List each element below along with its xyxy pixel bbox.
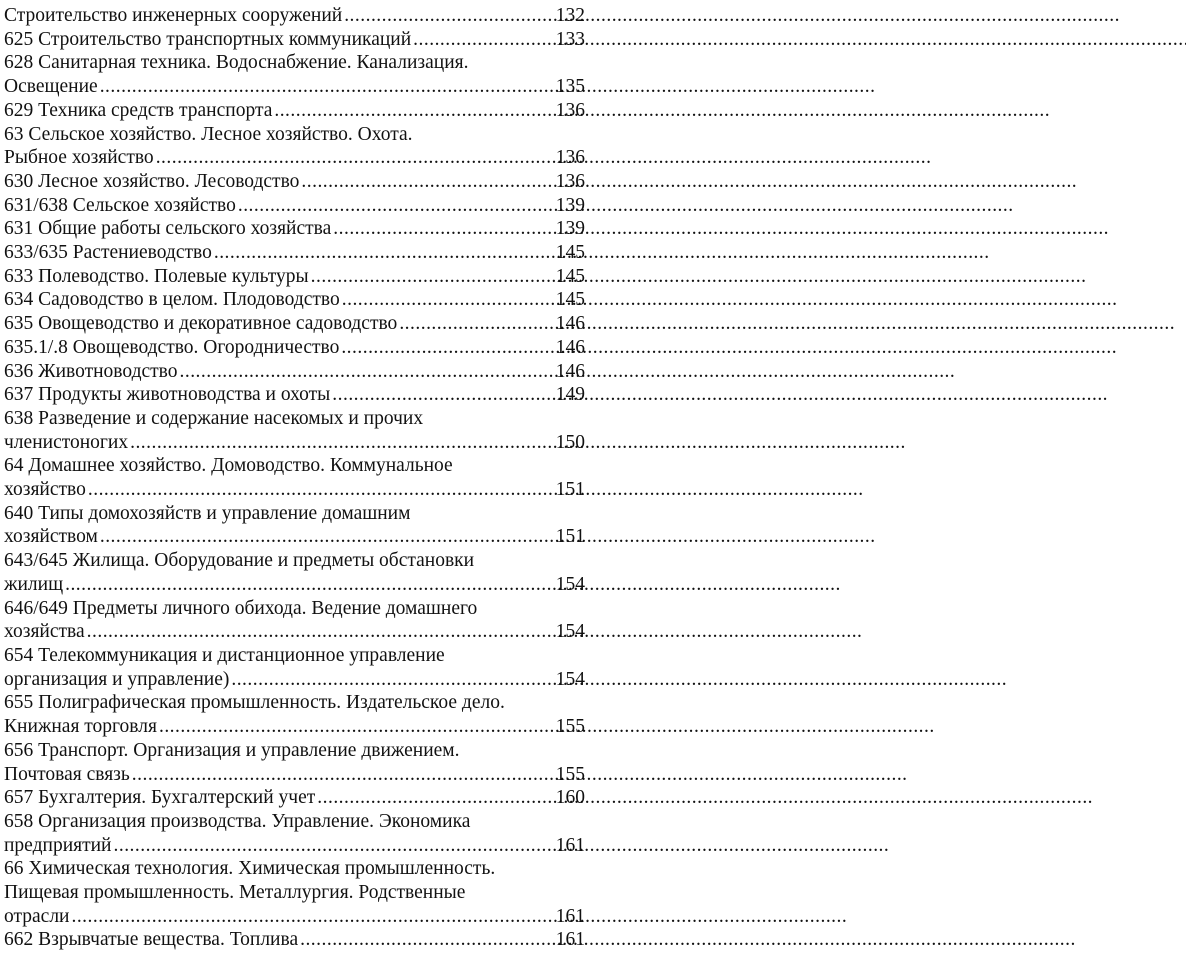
toc-entry-line (4, 454, 585, 478)
toc-entry-title: 635.1/.8 Овощеводство. Огородничество (4, 336, 340, 358)
toc-entry-last-line (4, 928, 585, 952)
toc-entry (4, 739, 585, 786)
toc-entry-last-line (4, 431, 585, 455)
toc-entry (4, 810, 585, 857)
toc-entry-last-line (4, 383, 585, 407)
toc-entry-title: 634 Садоводство в целом. Плодоводство (4, 289, 340, 311)
toc-entry-title: 631/638 Сельское хозяйство (4, 194, 236, 216)
toc-entry-title: 662 Взрывчатые вещества. Топлива (4, 929, 299, 951)
toc-entry-line (4, 549, 585, 573)
toc-page-number: 154 (555, 668, 585, 690)
toc-entry (4, 407, 585, 454)
toc-page-number: 154 (555, 621, 585, 643)
toc-entry-line (4, 881, 585, 905)
toc-entry-line (4, 644, 585, 668)
toc-entry-last-line (4, 241, 585, 265)
toc-entry-last-line (4, 763, 585, 787)
toc-entry (4, 597, 585, 644)
toc-page-number: 161 (555, 905, 585, 927)
toc-entry-last-line (4, 478, 585, 502)
toc-entry-last-line (4, 620, 585, 644)
toc-entry-last-line (4, 905, 585, 929)
toc-entry-title: отрасли (4, 905, 70, 927)
toc-entry-last-line (4, 146, 585, 170)
toc-page-number: 145 (555, 265, 585, 287)
dot-leader (300, 928, 554, 952)
toc-entry-line (4, 502, 585, 526)
dot-leader (132, 763, 554, 787)
toc-entry-title: организация и управление) (4, 668, 230, 690)
toc-entry-title: 646/649 Предметы личного обихода. Ведение домашнего (4, 597, 478, 619)
toc-entry-title: жилищ (4, 573, 64, 595)
toc-entry (4, 928, 585, 952)
toc-entry-last-line (4, 573, 585, 597)
toc-page-number: 150 (555, 431, 585, 453)
toc-entry-last-line (4, 4, 585, 28)
toc-entry-title: 638 Разведение и содержание насекомых и прочих (4, 407, 424, 429)
dot-leader (114, 834, 554, 858)
toc-entry-title: хозяйством (4, 526, 98, 548)
toc-page-number: 146 (555, 360, 585, 382)
toc-page-number: 136 (555, 99, 585, 121)
toc-entry (4, 644, 585, 691)
dot-leader (88, 478, 554, 502)
toc-entry-title: 640 Типы домохозяйств и управление домашним (4, 502, 411, 524)
toc-entry (4, 312, 585, 336)
toc-entry (4, 336, 585, 360)
toc-entry (4, 217, 585, 241)
table-of-contents (0, 0, 591, 952)
toc-entry-title: Рыбное хозяйство (4, 147, 154, 169)
toc-page-number: 132 (555, 5, 585, 26)
toc-entry (4, 786, 585, 810)
toc-entry-title: 633 Полеводство. Полевые культуры (4, 265, 309, 287)
toc-page-number: 133 (555, 28, 585, 50)
toc-entry (4, 502, 585, 549)
dot-leader (159, 715, 554, 739)
toc-entry-line (4, 810, 585, 834)
toc-entry-last-line (4, 28, 585, 52)
dot-leader (333, 217, 553, 241)
toc-entry-title: 631 Общие работы сельского хозяйства (4, 218, 332, 240)
toc-entry-last-line (4, 194, 585, 218)
toc-entry-title: хозяйства (4, 621, 85, 643)
toc-entry-line (4, 597, 585, 621)
toc-entry-line (4, 123, 585, 147)
toc-entry-last-line (4, 834, 585, 858)
toc-page-number: 139 (555, 218, 585, 240)
toc-page-number: 155 (555, 763, 585, 785)
toc-entry-title: Освещение (4, 76, 98, 98)
toc-entry-line (4, 857, 585, 881)
toc-entry (4, 4, 585, 28)
toc-page-number: 135 (555, 76, 585, 98)
toc-entry (4, 288, 585, 312)
toc-entry-last-line (4, 99, 585, 123)
toc-entry-last-line (4, 288, 585, 312)
toc-entry-title: 658 Организация производства. Управление. Экономика (4, 810, 471, 832)
toc-entry-last-line (4, 715, 585, 739)
toc-entry (4, 265, 585, 289)
dot-leader (413, 28, 554, 52)
toc-entry-last-line (4, 668, 585, 692)
toc-entry (4, 170, 585, 194)
toc-entry (4, 51, 585, 98)
toc-page-number: 161 (555, 834, 585, 856)
dot-leader (130, 431, 554, 455)
dot-leader (156, 146, 554, 170)
toc-page-number: 161 (555, 929, 585, 951)
toc-entry-title: 630 Лесное хозяйство. Лесоводство (4, 170, 300, 192)
dot-leader (100, 525, 554, 549)
toc-entry-title: 656 Транспорт. Организация и управление движением. (4, 739, 460, 761)
toc-entry-title: Книжная торговля (4, 716, 157, 738)
dot-leader (238, 194, 554, 218)
toc-entry-title: 66 Химическая технология. Химическая промышленность. (4, 858, 496, 880)
toc-entry (4, 241, 585, 265)
dot-leader (87, 620, 554, 644)
toc-entry-last-line (4, 170, 585, 194)
toc-entry-title: 629 Техника средств транспорта (4, 99, 273, 121)
toc-page-number: 146 (555, 313, 585, 335)
toc-entry-title: 64 Домашнее хозяйство. Домоводство. Коммунальное (4, 455, 453, 477)
toc-entry-title: 655 Полиграфическая промышленность. Издательское дело. (4, 692, 505, 714)
toc-entry-title: 637 Продукты животноводства и охоты (4, 384, 331, 406)
toc-page-number: 151 (555, 479, 585, 501)
toc-entry-title: 657 Бухгалтерия. Бухгалтерский учет (4, 787, 316, 809)
dot-leader (301, 170, 553, 194)
toc-entry-title: предприятий (4, 834, 112, 856)
toc-entry-last-line (4, 360, 585, 384)
dot-leader (180, 360, 554, 384)
dot-leader (341, 336, 553, 360)
toc-entry (4, 549, 585, 596)
toc-entry-title: Почтовая связь (4, 763, 130, 785)
toc-page-number: 155 (555, 716, 585, 738)
dot-leader (65, 573, 554, 597)
toc-page-number: 145 (555, 289, 585, 311)
toc-page-number: 146 (555, 336, 585, 358)
toc-entry (4, 691, 585, 738)
toc-entry (4, 360, 585, 384)
toc-entry (4, 28, 585, 52)
toc-entry-line (4, 739, 585, 763)
dot-leader (342, 288, 554, 312)
toc-entry-title: 635 Овощеводство и декоративное садоводство (4, 313, 398, 335)
toc-entry-title: 628 Санитарная техника. Водоснабжение. Канализация. (4, 52, 469, 74)
toc-entry-title: Пищевая промышленность. Металлургия. Родственные (4, 882, 466, 904)
toc-entry (4, 194, 585, 218)
dot-leader (214, 241, 554, 265)
toc-entry-last-line (4, 75, 585, 99)
dot-leader (274, 99, 553, 123)
toc-page-number: 149 (555, 384, 585, 406)
toc-page-number: 139 (555, 194, 585, 216)
dot-leader (399, 312, 553, 336)
toc-entry-line (4, 51, 585, 75)
dot-leader (332, 383, 553, 407)
toc-entry (4, 454, 585, 501)
toc-entry-last-line (4, 786, 585, 810)
dot-leader (344, 4, 554, 28)
toc-entry-last-line (4, 217, 585, 241)
toc-entry-title: 636 Животноводство (4, 360, 178, 382)
dot-leader (317, 786, 553, 810)
toc-page-number: 145 (555, 242, 585, 264)
toc-entry-last-line (4, 265, 585, 289)
toc-entry (4, 857, 585, 928)
toc-page-number: 151 (555, 526, 585, 548)
toc-entry (4, 123, 585, 170)
dot-leader (71, 905, 553, 929)
toc-entry (4, 383, 585, 407)
toc-entry-title: хозяйство (4, 479, 86, 501)
toc-entry-title: Строительство инженерных сооружений (4, 5, 343, 26)
dot-leader (100, 75, 554, 99)
toc-entry-title: 63 Сельское хозяйство. Лесное хозяйство. Охота. (4, 123, 413, 145)
toc-page-number: 160 (555, 787, 585, 809)
toc-entry-line (4, 407, 585, 431)
dot-leader (311, 265, 554, 289)
toc-page-number: 136 (555, 147, 585, 169)
toc-entry-title: членистоногих (4, 431, 129, 453)
toc-entry-last-line (4, 525, 585, 549)
toc-entry-title: 643/645 Жилища. Оборудование и предметы обстановки (4, 550, 475, 572)
toc-entry-title: 654 Телекоммуникация и дистанционное управление (4, 644, 445, 666)
toc-entry-last-line (4, 312, 585, 336)
toc-entry-last-line (4, 336, 585, 360)
dot-leader (231, 668, 553, 692)
toc-entry-line (4, 691, 585, 715)
toc-entry (4, 99, 585, 123)
toc-page-number: 154 (555, 573, 585, 595)
toc-entry-title: 625 Строительство транспортных коммуникаций (4, 28, 412, 50)
toc-entry-title: 633/635 Растениеводство (4, 242, 212, 264)
toc-page-number: 136 (555, 170, 585, 192)
